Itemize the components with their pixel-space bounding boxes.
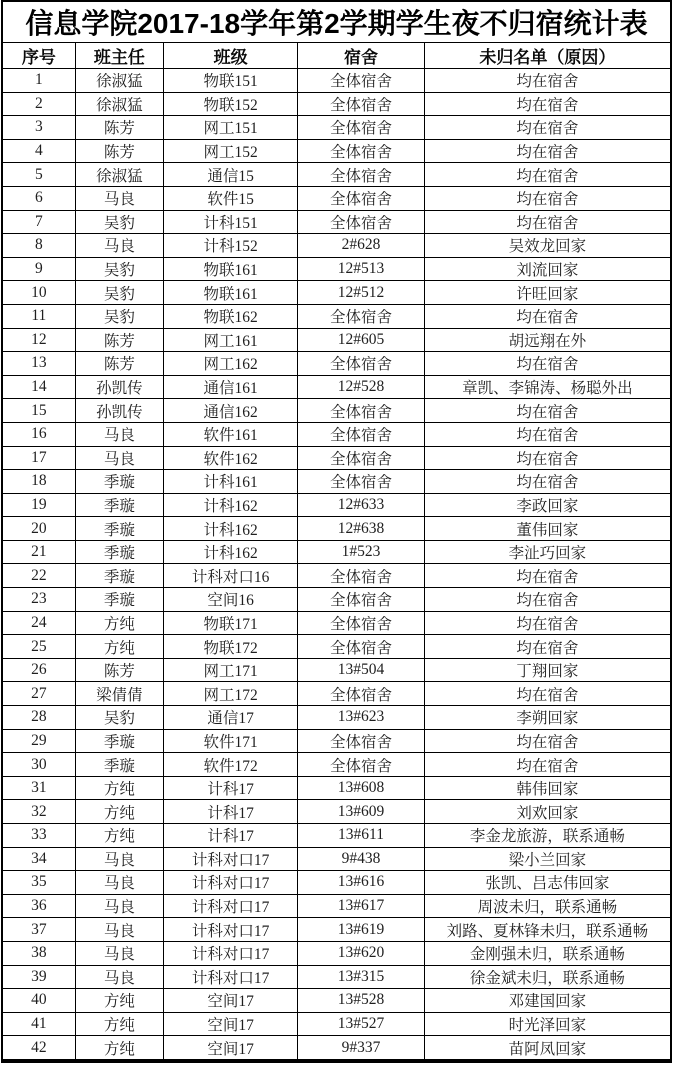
cell-serial: 25 bbox=[2, 635, 75, 659]
cell-absent-list: 均在宿舍 bbox=[424, 588, 671, 612]
cell-absent-list: 苗阿凤回家 bbox=[424, 1036, 671, 1061]
cell-class: 计科对口17 bbox=[163, 965, 297, 989]
table-row bbox=[2, 776, 671, 800]
cell-class: 物联161 bbox=[163, 281, 297, 305]
cell-serial: 7 bbox=[2, 210, 75, 234]
table-row bbox=[2, 753, 671, 777]
cell-teacher: 季璇 bbox=[75, 564, 163, 588]
cell-absent-list: 张凯、吕志伟回家 bbox=[424, 871, 671, 895]
cell-teacher: 马良 bbox=[75, 847, 163, 871]
cell-serial: 22 bbox=[2, 564, 75, 588]
cell-serial: 20 bbox=[2, 517, 75, 541]
column-header-serial: 序号 bbox=[2, 43, 75, 69]
cell-serial: 32 bbox=[2, 800, 75, 824]
cell-dorm: 13#315 bbox=[298, 965, 424, 989]
cell-teacher: 吴豹 bbox=[75, 281, 163, 305]
cell-serial: 29 bbox=[2, 729, 75, 753]
cell-teacher: 季璇 bbox=[75, 540, 163, 564]
table-row bbox=[2, 871, 671, 895]
cell-absent-list: 金刚强未归，联系通畅 bbox=[424, 941, 671, 965]
cell-class: 空间17 bbox=[163, 989, 297, 1013]
cell-absent-list: 均在宿舍 bbox=[424, 139, 671, 163]
cell-class: 网工172 bbox=[163, 682, 297, 706]
title-row bbox=[2, 1, 671, 43]
cell-teacher: 季璇 bbox=[75, 517, 163, 541]
cell-class: 空间17 bbox=[163, 1012, 297, 1036]
table-row bbox=[2, 588, 671, 612]
cell-teacher: 马良 bbox=[75, 965, 163, 989]
cell-dorm: 13#504 bbox=[298, 658, 424, 682]
table-row bbox=[2, 918, 671, 942]
cell-teacher: 陈芳 bbox=[75, 116, 163, 140]
cell-class: 计科161 bbox=[163, 470, 297, 494]
table-row bbox=[2, 446, 671, 470]
cell-teacher: 吴豹 bbox=[75, 706, 163, 730]
cell-class: 计科17 bbox=[163, 776, 297, 800]
cell-teacher: 马良 bbox=[75, 446, 163, 470]
cell-serial: 3 bbox=[2, 116, 75, 140]
cell-absent-list: 均在宿舍 bbox=[424, 163, 671, 187]
cell-class: 物联172 bbox=[163, 635, 297, 659]
cell-absent-list: 均在宿舍 bbox=[424, 399, 671, 423]
cell-absent-list: 均在宿舍 bbox=[424, 470, 671, 494]
cell-serial: 16 bbox=[2, 422, 75, 446]
cell-absent-list: 均在宿舍 bbox=[424, 69, 671, 93]
cell-class: 通信17 bbox=[163, 706, 297, 730]
cell-dorm: 9#438 bbox=[298, 847, 424, 871]
table-row bbox=[2, 163, 671, 187]
table-row bbox=[2, 493, 671, 517]
cell-serial: 8 bbox=[2, 234, 75, 258]
table-row bbox=[2, 540, 671, 564]
table-row bbox=[2, 399, 671, 423]
cell-serial: 2 bbox=[2, 92, 75, 116]
table-row bbox=[2, 894, 671, 918]
cell-absent-list: 丁翔回家 bbox=[424, 658, 671, 682]
cell-absent-list: 刘欢回家 bbox=[424, 800, 671, 824]
table-row bbox=[2, 941, 671, 965]
cell-serial: 41 bbox=[2, 1012, 75, 1036]
cell-absent-list: 许旺回家 bbox=[424, 281, 671, 305]
cell-absent-list: 李朔回家 bbox=[424, 706, 671, 730]
cell-class: 软件15 bbox=[163, 186, 297, 210]
cell-absent-list: 均在宿舍 bbox=[424, 635, 671, 659]
cell-class: 计科162 bbox=[163, 493, 297, 517]
cell-class: 网工171 bbox=[163, 658, 297, 682]
cell-serial: 34 bbox=[2, 847, 75, 871]
cell-teacher: 孙凯传 bbox=[75, 375, 163, 399]
cell-dorm: 12#638 bbox=[298, 517, 424, 541]
cell-class: 计科152 bbox=[163, 234, 297, 258]
cell-dorm: 全体宿舍 bbox=[298, 729, 424, 753]
cell-serial: 6 bbox=[2, 186, 75, 210]
cell-teacher: 吴豹 bbox=[75, 210, 163, 234]
cell-class: 物联161 bbox=[163, 257, 297, 281]
cell-dorm: 9#337 bbox=[298, 1036, 424, 1061]
cell-teacher: 季璇 bbox=[75, 493, 163, 517]
cell-class: 通信15 bbox=[163, 163, 297, 187]
cell-serial: 23 bbox=[2, 588, 75, 612]
table-row bbox=[2, 517, 671, 541]
cell-class: 网工161 bbox=[163, 328, 297, 352]
cell-serial: 12 bbox=[2, 328, 75, 352]
cell-absent-list: 均在宿舍 bbox=[424, 210, 671, 234]
cell-class: 物联152 bbox=[163, 92, 297, 116]
table-row bbox=[2, 422, 671, 446]
cell-serial: 37 bbox=[2, 918, 75, 942]
cell-absent-list: 邓建国回家 bbox=[424, 989, 671, 1013]
table-row bbox=[2, 375, 671, 399]
cell-teacher: 季璇 bbox=[75, 470, 163, 494]
cell-absent-list: 均在宿舍 bbox=[424, 352, 671, 376]
cell-teacher: 方纯 bbox=[75, 1012, 163, 1036]
cell-dorm: 全体宿舍 bbox=[298, 422, 424, 446]
table-body bbox=[2, 69, 671, 1061]
table-row bbox=[2, 564, 671, 588]
cell-absent-list: 均在宿舍 bbox=[424, 422, 671, 446]
cell-class: 计科对口17 bbox=[163, 918, 297, 942]
cell-serial: 27 bbox=[2, 682, 75, 706]
cell-teacher: 孙凯传 bbox=[75, 399, 163, 423]
cell-absent-list: 吴效龙回家 bbox=[424, 234, 671, 258]
table-row bbox=[2, 847, 671, 871]
cell-teacher: 马良 bbox=[75, 234, 163, 258]
table-row bbox=[2, 69, 671, 93]
cell-class: 物联171 bbox=[163, 611, 297, 635]
table-row bbox=[2, 92, 671, 116]
cell-serial: 39 bbox=[2, 965, 75, 989]
cell-class: 空间17 bbox=[163, 1036, 297, 1061]
cell-dorm: 全体宿舍 bbox=[298, 470, 424, 494]
cell-dorm: 全体宿舍 bbox=[298, 304, 424, 328]
cell-absent-list: 时光泽回家 bbox=[424, 1012, 671, 1036]
cell-absent-list: 周波未归，联系通畅 bbox=[424, 894, 671, 918]
cell-teacher: 陈芳 bbox=[75, 328, 163, 352]
cell-absent-list: 韩伟回家 bbox=[424, 776, 671, 800]
column-header-class: 班级 bbox=[163, 43, 297, 69]
cell-class: 空间16 bbox=[163, 588, 297, 612]
cell-serial: 40 bbox=[2, 989, 75, 1013]
cell-class: 计科对口16 bbox=[163, 564, 297, 588]
cell-teacher: 季璇 bbox=[75, 588, 163, 612]
cell-serial: 14 bbox=[2, 375, 75, 399]
cell-teacher: 方纯 bbox=[75, 635, 163, 659]
table-row bbox=[2, 328, 671, 352]
cell-dorm: 全体宿舍 bbox=[298, 69, 424, 93]
cell-dorm: 全体宿舍 bbox=[298, 753, 424, 777]
cell-absent-list: 刘路、夏林锋未归，联系通畅 bbox=[424, 918, 671, 942]
cell-class: 计科162 bbox=[163, 540, 297, 564]
cell-serial: 1 bbox=[2, 69, 75, 93]
cell-dorm: 全体宿舍 bbox=[298, 116, 424, 140]
cell-serial: 9 bbox=[2, 257, 75, 281]
cell-class: 软件161 bbox=[163, 422, 297, 446]
cell-teacher: 陈芳 bbox=[75, 658, 163, 682]
cell-serial: 17 bbox=[2, 446, 75, 470]
cell-dorm: 全体宿舍 bbox=[298, 163, 424, 187]
cell-serial: 42 bbox=[2, 1036, 75, 1061]
cell-absent-list: 均在宿舍 bbox=[424, 304, 671, 328]
cell-teacher: 马良 bbox=[75, 186, 163, 210]
cell-class: 软件162 bbox=[163, 446, 297, 470]
cell-teacher: 方纯 bbox=[75, 824, 163, 848]
cell-dorm: 全体宿舍 bbox=[298, 446, 424, 470]
cell-absent-list: 梁小兰回家 bbox=[424, 847, 671, 871]
cell-teacher: 方纯 bbox=[75, 611, 163, 635]
cell-absent-list: 均在宿舍 bbox=[424, 92, 671, 116]
table-row bbox=[2, 281, 671, 305]
cell-dorm: 13#620 bbox=[298, 941, 424, 965]
cell-absent-list: 均在宿舍 bbox=[424, 564, 671, 588]
cell-absent-list: 均在宿舍 bbox=[424, 753, 671, 777]
cell-serial: 31 bbox=[2, 776, 75, 800]
cell-teacher: 方纯 bbox=[75, 989, 163, 1013]
cell-teacher: 吴豹 bbox=[75, 304, 163, 328]
cell-dorm: 13#528 bbox=[298, 989, 424, 1013]
cell-class: 网工162 bbox=[163, 352, 297, 376]
cell-serial: 36 bbox=[2, 894, 75, 918]
table-row bbox=[2, 989, 671, 1013]
cell-absent-list: 董伟回家 bbox=[424, 517, 671, 541]
cell-teacher: 季璇 bbox=[75, 753, 163, 777]
table-row bbox=[2, 139, 671, 163]
cell-dorm: 全体宿舍 bbox=[298, 682, 424, 706]
cell-serial: 18 bbox=[2, 470, 75, 494]
cell-dorm: 全体宿舍 bbox=[298, 564, 424, 588]
table-row bbox=[2, 234, 671, 258]
cell-absent-list: 章凯、李锦涛、杨聪外出 bbox=[424, 375, 671, 399]
cell-serial: 35 bbox=[2, 871, 75, 895]
cell-serial: 21 bbox=[2, 540, 75, 564]
table-row bbox=[2, 658, 671, 682]
page-title: 信息学院2017-18学年第2学期学生夜不归宿统计表 bbox=[2, 1, 671, 43]
cell-absent-list: 李沚巧回家 bbox=[424, 540, 671, 564]
cell-teacher: 方纯 bbox=[75, 776, 163, 800]
cell-class: 计科对口17 bbox=[163, 871, 297, 895]
cell-class: 计科对口17 bbox=[163, 847, 297, 871]
cell-dorm: 12#512 bbox=[298, 281, 424, 305]
cell-class: 物联151 bbox=[163, 69, 297, 93]
cell-dorm: 12#605 bbox=[298, 328, 424, 352]
column-header-dorm: 宿舍 bbox=[298, 43, 424, 69]
cell-class: 计科162 bbox=[163, 517, 297, 541]
cell-dorm: 全体宿舍 bbox=[298, 352, 424, 376]
table-row bbox=[2, 257, 671, 281]
cell-dorm: 全体宿舍 bbox=[298, 139, 424, 163]
cell-class: 物联162 bbox=[163, 304, 297, 328]
table-row bbox=[2, 682, 671, 706]
cell-serial: 15 bbox=[2, 399, 75, 423]
table-row bbox=[2, 965, 671, 989]
table-row bbox=[2, 706, 671, 730]
cell-dorm: 1#523 bbox=[298, 540, 424, 564]
cell-teacher: 徐淑猛 bbox=[75, 69, 163, 93]
cell-absent-list: 胡远翔在外 bbox=[424, 328, 671, 352]
cell-teacher: 马良 bbox=[75, 422, 163, 446]
table-row bbox=[2, 635, 671, 659]
cell-class: 网工152 bbox=[163, 139, 297, 163]
cell-dorm: 12#513 bbox=[298, 257, 424, 281]
table-row bbox=[2, 210, 671, 234]
cell-serial: 11 bbox=[2, 304, 75, 328]
cell-class: 计科对口17 bbox=[163, 894, 297, 918]
cell-teacher: 徐淑猛 bbox=[75, 163, 163, 187]
cell-class: 网工151 bbox=[163, 116, 297, 140]
cell-teacher: 方纯 bbox=[75, 800, 163, 824]
cell-dorm: 13#623 bbox=[298, 706, 424, 730]
cell-class: 计科对口17 bbox=[163, 941, 297, 965]
cell-absent-list: 均在宿舍 bbox=[424, 611, 671, 635]
cell-teacher: 马良 bbox=[75, 941, 163, 965]
cell-class: 通信162 bbox=[163, 399, 297, 423]
cell-absent-list: 徐金斌未归，联系通畅 bbox=[424, 965, 671, 989]
column-header-teacher: 班主任 bbox=[75, 43, 163, 69]
cell-dorm: 全体宿舍 bbox=[298, 635, 424, 659]
cell-dorm: 13#619 bbox=[298, 918, 424, 942]
absence-stats-table bbox=[1, 0, 672, 1063]
cell-serial: 28 bbox=[2, 706, 75, 730]
table-row bbox=[2, 1012, 671, 1036]
cell-absent-list: 均在宿舍 bbox=[424, 116, 671, 140]
cell-dorm: 13#608 bbox=[298, 776, 424, 800]
cell-dorm: 13#616 bbox=[298, 871, 424, 895]
cell-dorm: 13#527 bbox=[298, 1012, 424, 1036]
cell-dorm: 13#609 bbox=[298, 800, 424, 824]
cell-absent-list: 刘流回家 bbox=[424, 257, 671, 281]
cell-teacher: 马良 bbox=[75, 918, 163, 942]
cell-dorm: 12#633 bbox=[298, 493, 424, 517]
cell-serial: 24 bbox=[2, 611, 75, 635]
cell-serial: 4 bbox=[2, 139, 75, 163]
cell-serial: 38 bbox=[2, 941, 75, 965]
cell-dorm: 全体宿舍 bbox=[298, 399, 424, 423]
cell-class: 通信161 bbox=[163, 375, 297, 399]
table-header-row bbox=[2, 43, 671, 69]
cell-class: 软件172 bbox=[163, 753, 297, 777]
cell-dorm: 13#617 bbox=[298, 894, 424, 918]
cell-serial: 10 bbox=[2, 281, 75, 305]
cell-dorm: 13#611 bbox=[298, 824, 424, 848]
cell-serial: 13 bbox=[2, 352, 75, 376]
table-row bbox=[2, 1036, 671, 1061]
cell-class: 计科17 bbox=[163, 824, 297, 848]
cell-dorm: 全体宿舍 bbox=[298, 588, 424, 612]
table-row bbox=[2, 824, 671, 848]
table-row bbox=[2, 304, 671, 328]
cell-teacher: 季璇 bbox=[75, 729, 163, 753]
table-row bbox=[2, 470, 671, 494]
cell-absent-list: 均在宿舍 bbox=[424, 729, 671, 753]
cell-serial: 33 bbox=[2, 824, 75, 848]
cell-dorm: 全体宿舍 bbox=[298, 92, 424, 116]
table-row bbox=[2, 611, 671, 635]
cell-class: 计科151 bbox=[163, 210, 297, 234]
table-row bbox=[2, 800, 671, 824]
cell-absent-list: 均在宿舍 bbox=[424, 682, 671, 706]
cell-serial: 19 bbox=[2, 493, 75, 517]
cell-serial: 30 bbox=[2, 753, 75, 777]
cell-teacher: 方纯 bbox=[75, 1036, 163, 1061]
cell-teacher: 陈芳 bbox=[75, 352, 163, 376]
cell-absent-list: 李政回家 bbox=[424, 493, 671, 517]
cell-teacher: 徐淑猛 bbox=[75, 92, 163, 116]
cell-class: 计科17 bbox=[163, 800, 297, 824]
table-row bbox=[2, 352, 671, 376]
cell-serial: 5 bbox=[2, 163, 75, 187]
cell-dorm: 全体宿舍 bbox=[298, 186, 424, 210]
cell-dorm: 全体宿舍 bbox=[298, 210, 424, 234]
cell-absent-list: 均在宿舍 bbox=[424, 446, 671, 470]
cell-teacher: 马良 bbox=[75, 871, 163, 895]
cell-teacher: 马良 bbox=[75, 894, 163, 918]
column-header-absent-list: 未归名单（原因） bbox=[424, 43, 671, 69]
cell-teacher: 梁倩倩 bbox=[75, 682, 163, 706]
cell-dorm: 2#628 bbox=[298, 234, 424, 258]
cell-dorm: 12#528 bbox=[298, 375, 424, 399]
cell-dorm: 全体宿舍 bbox=[298, 611, 424, 635]
cell-serial: 26 bbox=[2, 658, 75, 682]
table-row bbox=[2, 116, 671, 140]
cell-class: 软件171 bbox=[163, 729, 297, 753]
cell-absent-list: 均在宿舍 bbox=[424, 186, 671, 210]
table-row bbox=[2, 186, 671, 210]
table-row bbox=[2, 729, 671, 753]
cell-teacher: 陈芳 bbox=[75, 139, 163, 163]
cell-absent-list: 李金龙旅游，联系通畅 bbox=[424, 824, 671, 848]
cell-teacher: 吴豹 bbox=[75, 257, 163, 281]
